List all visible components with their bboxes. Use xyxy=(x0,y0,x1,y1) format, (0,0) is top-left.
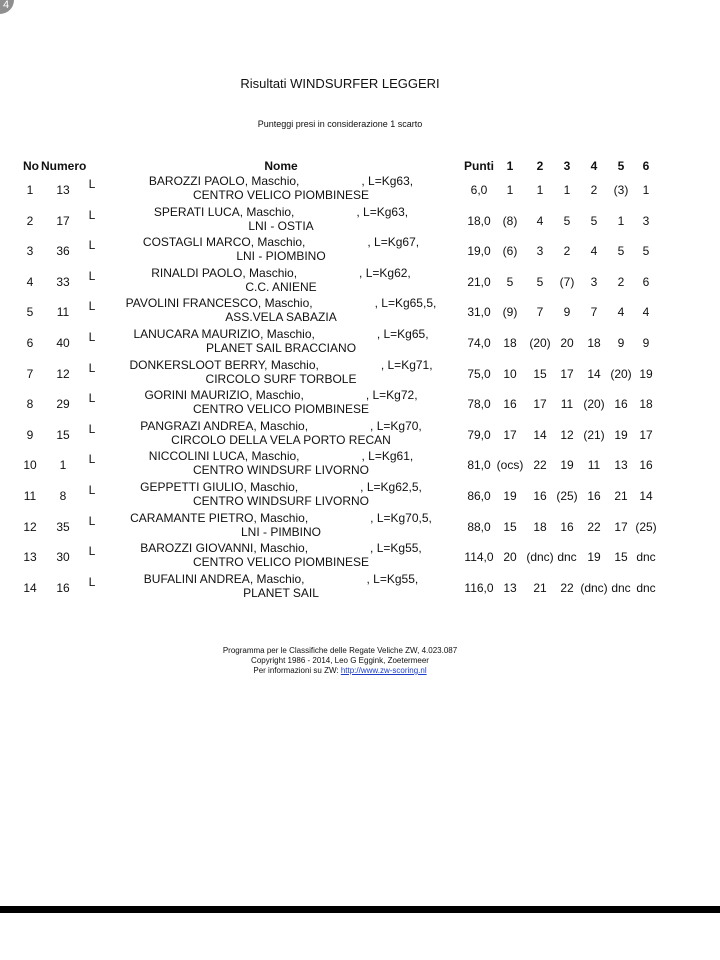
row-race-1-score: 17 xyxy=(503,427,517,442)
row-competitor-weight: , L=Kg65, xyxy=(376,327,429,341)
row-category: L xyxy=(88,330,96,344)
row-race-3-score: 16 xyxy=(560,519,574,534)
row-points: 31,0 xyxy=(467,305,491,320)
row-points: 81,0 xyxy=(467,458,491,473)
row-race-5-score: 4 xyxy=(617,305,625,320)
row-competitor-weight: , L=Kg61, xyxy=(361,449,414,464)
row-race-2-score: (dnc) xyxy=(526,550,554,565)
row-competitor xyxy=(140,419,422,433)
row-race-3-score: 17 xyxy=(560,366,574,381)
row-competitor-name: BAROZZI GIOVANNI, Maschio, xyxy=(140,541,309,556)
table-row xyxy=(0,388,720,421)
row-race-1-score: (8) xyxy=(502,213,518,228)
row-race-3-score: 9 xyxy=(563,305,571,320)
row-club: CIRCOLO DELLA VELA PORTO RECAN xyxy=(171,432,391,447)
row-race-1-score: (ocs) xyxy=(496,458,524,473)
table-row xyxy=(0,296,720,329)
row-race-4-score: 22 xyxy=(587,519,601,534)
row-race-2-score: 4 xyxy=(536,213,544,228)
row-position: 8 xyxy=(26,397,34,412)
row-race-3-score: (7) xyxy=(559,274,575,289)
row-race-6-score: 3 xyxy=(642,213,650,228)
row-race-5-score: 2 xyxy=(617,274,625,289)
row-competitor-weight: , L=Kg70,5, xyxy=(370,510,432,525)
row-race-2-score: (20) xyxy=(529,336,551,350)
row-points: 86,0 xyxy=(467,489,491,503)
corner-badge xyxy=(0,0,14,14)
row-points: 74,0 xyxy=(467,336,491,350)
row-position: 7 xyxy=(26,366,34,381)
col-header-race-1: 1 xyxy=(506,159,514,173)
row-competitor xyxy=(143,235,419,249)
row-points: 88,0 xyxy=(467,519,491,534)
row-category: L xyxy=(88,238,96,253)
row-race-3-score: 12 xyxy=(560,427,574,442)
table-row xyxy=(0,204,720,238)
row-competitor-weight: , L=Kg65,5, xyxy=(374,296,437,311)
col-header-no: No xyxy=(23,159,39,173)
row-competitor-weight: , L=Kg70, xyxy=(370,418,422,433)
row-race-2-score: 21 xyxy=(533,580,547,595)
row-race-4-score: (dnc) xyxy=(580,580,608,595)
row-sail-number: 17 xyxy=(56,213,70,228)
row-race-5-score: 19 xyxy=(614,427,628,442)
row-sail-number: 40 xyxy=(56,336,70,350)
row-race-6-score: 6 xyxy=(642,274,650,289)
row-club: PLANET SAIL BRACCIANO xyxy=(205,341,357,355)
row-race-1-score: 20 xyxy=(503,550,517,565)
row-sail-number: 33 xyxy=(56,274,70,289)
row-competitor-name: NICCOLINI LUCA, Maschio, xyxy=(148,449,300,464)
row-points: 78,0 xyxy=(467,397,491,412)
row-competitor-name: DONKERSLOOT BERRY, Maschio, xyxy=(129,357,319,372)
row-category: L xyxy=(88,177,96,191)
table-row xyxy=(0,571,720,605)
row-competitor-weight: , L=Kg62,5, xyxy=(360,480,422,494)
row-position: 1 xyxy=(26,183,34,197)
row-club: LNI - OSTIA xyxy=(248,218,314,233)
row-points: 116,0 xyxy=(464,580,494,595)
row-race-2-score: 14 xyxy=(533,427,547,442)
footer-line-2: Copyright 1986 - 2014, Leo G Eggink, Zoetermeer xyxy=(251,656,429,665)
row-race-6-score: dnc xyxy=(636,550,656,565)
row-points: 6,0 xyxy=(470,183,488,197)
zw-scoring-link[interactable]: http://www.zw-scoring.nl xyxy=(340,666,427,675)
row-race-5-score: 1 xyxy=(617,213,625,228)
row-race-6-score: 14 xyxy=(639,489,653,503)
table-row xyxy=(0,174,720,207)
row-competitor xyxy=(133,327,428,341)
row-race-1-score: 5 xyxy=(506,274,514,289)
row-club: CENTRO VELICO PIOMBINESE xyxy=(192,188,370,202)
row-sail-number: 13 xyxy=(56,183,70,197)
row-race-2-score: 17 xyxy=(533,397,547,412)
row-race-1-score: (9) xyxy=(502,305,518,320)
row-race-6-score: (25) xyxy=(635,519,657,534)
row-position: 14 xyxy=(23,580,37,595)
row-race-2-score: 18 xyxy=(533,519,547,534)
row-competitor-name: PAVOLINI FRANCESCO, Maschio, xyxy=(125,296,313,311)
row-sail-number: 36 xyxy=(56,244,70,259)
row-competitor-name: CARAMANTE PIETRO, Maschio, xyxy=(130,510,309,525)
footer-line-1: Programma per le Classifiche delle Regate Veliche ZW, 4.023.087 xyxy=(222,646,458,655)
row-race-3-score: 19 xyxy=(560,458,574,473)
row-race-1-score: (6) xyxy=(502,244,518,259)
row-race-4-score: 19 xyxy=(587,550,601,565)
row-race-5-score: dnc xyxy=(611,580,631,595)
row-race-6-score: 4 xyxy=(642,305,650,320)
row-club: LNI - PIOMBINO xyxy=(236,249,326,264)
row-race-4-score: 4 xyxy=(590,244,598,259)
row-race-6-score: 19 xyxy=(639,366,653,381)
row-race-1-score: 1 xyxy=(506,183,514,197)
row-race-4-score: 14 xyxy=(587,366,601,381)
row-race-2-score: 5 xyxy=(536,274,544,289)
row-club: C.C. ANIENE xyxy=(245,279,317,294)
table-row xyxy=(0,265,720,299)
row-points: 21,0 xyxy=(467,274,491,289)
row-category: L xyxy=(88,268,96,283)
table-row xyxy=(0,418,720,452)
row-competitor xyxy=(129,358,432,372)
row-race-6-score: dnc xyxy=(636,580,656,595)
row-points: 79,0 xyxy=(467,427,491,442)
row-competitor xyxy=(144,572,418,586)
row-race-1-score: 18 xyxy=(503,336,517,350)
row-race-4-score: (21) xyxy=(583,427,605,442)
row-category: L xyxy=(88,207,96,222)
row-race-5-score: 17 xyxy=(614,519,628,534)
row-category: L xyxy=(88,452,96,467)
col-header-nome: Nome xyxy=(264,159,298,173)
col-header-punti: Punti xyxy=(464,159,494,173)
row-competitor-weight: , L=Kg55, xyxy=(366,571,419,586)
row-position: 5 xyxy=(26,305,34,320)
page-title: Risultati WINDSURFER LEGGERI xyxy=(240,76,440,91)
row-competitor-name: LANUCARA MAURIZIO, Maschio, xyxy=(133,327,315,341)
row-race-5-score: 13 xyxy=(614,458,628,473)
row-race-5-score: (20) xyxy=(610,366,632,381)
row-race-2-score: 16 xyxy=(533,489,547,503)
row-category: L xyxy=(88,360,96,375)
row-sail-number: 16 xyxy=(56,580,70,595)
row-race-3-score: 1 xyxy=(563,183,571,197)
row-competitor-weight: , L=Kg62, xyxy=(359,265,411,280)
footer-line-3 xyxy=(0,666,680,676)
row-race-3-score: 22 xyxy=(560,580,574,595)
table-row xyxy=(0,357,720,391)
row-club: CENTRO VELICO PIOMBINESE xyxy=(192,555,370,570)
row-sail-number: 29 xyxy=(56,397,70,412)
row-points: 19,0 xyxy=(467,244,491,259)
col-header-race-5: 5 xyxy=(617,159,625,173)
row-race-6-score: 17 xyxy=(639,427,653,442)
row-competitor xyxy=(149,449,413,463)
row-race-2-score: 7 xyxy=(536,305,544,320)
footer-line-3-prefix: Per informazioni su ZW: xyxy=(253,666,341,675)
row-race-4-score: 18 xyxy=(587,336,601,350)
row-sail-number: 11 xyxy=(56,305,70,320)
row-race-3-score: 5 xyxy=(563,213,571,228)
row-competitor-weight: , L=Kg63, xyxy=(361,174,414,188)
bottom-bar xyxy=(0,906,720,913)
footer xyxy=(0,646,680,676)
row-club: CIRCOLO SURF TORBOLE xyxy=(205,371,357,386)
row-race-3-score: 20 xyxy=(560,336,574,350)
col-header-race-3: 3 xyxy=(563,159,571,173)
row-club: ASS.VELA SABAZIA xyxy=(225,310,337,325)
row-competitor-weight: , L=Kg67, xyxy=(367,235,420,250)
table-row xyxy=(0,541,720,574)
row-sail-number: 15 xyxy=(56,427,70,442)
row-competitor-weight: , L=Kg55, xyxy=(370,541,422,556)
row-race-2-score: 22 xyxy=(533,458,547,473)
table-row xyxy=(0,510,720,544)
row-competitor xyxy=(126,296,437,310)
row-race-5-score: 16 xyxy=(614,397,628,412)
row-race-4-score: 7 xyxy=(590,305,598,320)
page-subtitle: Punteggi presi in considerazione 1 scarto xyxy=(257,119,423,129)
row-position: 6 xyxy=(26,336,34,350)
row-competitor xyxy=(140,541,422,555)
table-row xyxy=(0,449,720,482)
row-race-3-score: 2 xyxy=(563,244,571,259)
row-race-4-score: 5 xyxy=(590,213,598,228)
row-race-6-score: 18 xyxy=(639,397,653,412)
row-race-4-score: 16 xyxy=(587,489,601,503)
table-row xyxy=(0,327,720,360)
row-position: 10 xyxy=(23,458,37,473)
row-points: 18,0 xyxy=(467,213,491,228)
table-row xyxy=(0,480,720,513)
row-competitor-name: SPERATI LUCA, Maschio, xyxy=(153,204,295,219)
row-race-3-score: (25) xyxy=(556,489,578,503)
row-category: L xyxy=(88,391,96,406)
col-header-race-4: 4 xyxy=(590,159,598,173)
row-race-4-score: (20) xyxy=(583,397,605,412)
row-race-1-score: 16 xyxy=(503,397,517,412)
col-header-numero: Numero xyxy=(41,159,87,173)
row-competitor xyxy=(151,266,411,280)
row-category: L xyxy=(88,483,96,497)
row-race-4-score: 11 xyxy=(587,458,601,473)
row-position: 3 xyxy=(26,244,34,259)
row-category: L xyxy=(88,574,96,589)
row-sail-number: 12 xyxy=(56,366,70,381)
row-sail-number: 8 xyxy=(59,489,67,503)
row-position: 12 xyxy=(23,519,37,534)
row-race-2-score: 15 xyxy=(533,366,547,381)
row-race-4-score: 2 xyxy=(590,183,598,197)
row-race-1-score: 13 xyxy=(503,580,517,595)
row-race-3-score: dnc xyxy=(557,550,577,565)
row-position: 13 xyxy=(23,550,37,565)
row-points: 114,0 xyxy=(464,550,494,565)
row-race-1-score: 10 xyxy=(503,366,517,381)
row-points: 75,0 xyxy=(467,366,491,381)
row-club: PLANET SAIL xyxy=(243,585,319,600)
row-race-4-score: 3 xyxy=(590,274,598,289)
row-category: L xyxy=(88,299,96,314)
row-race-6-score: 9 xyxy=(642,336,650,350)
row-position: 4 xyxy=(26,274,34,289)
row-competitor-name: RINALDI PAOLO, Maschio, xyxy=(151,265,298,280)
row-competitor-weight: , L=Kg63, xyxy=(356,204,409,219)
row-race-5-score: 9 xyxy=(617,336,625,350)
row-sail-number: 30 xyxy=(56,550,70,565)
table-row xyxy=(0,235,720,268)
col-header-race-6: 6 xyxy=(642,159,650,173)
row-race-2-score: 1 xyxy=(536,183,544,197)
row-sail-number: 1 xyxy=(59,458,67,473)
row-race-3-score: 11 xyxy=(560,397,574,412)
row-competitor xyxy=(140,480,422,494)
row-race-1-score: 15 xyxy=(503,519,517,534)
row-competitor-name: BAROZZI PAOLO, Maschio, xyxy=(148,174,300,188)
row-competitor xyxy=(144,388,417,402)
row-race-6-score: 16 xyxy=(639,458,653,473)
row-competitor-name: BUFALINI ANDREA, Maschio, xyxy=(143,571,305,586)
row-race-5-score: 21 xyxy=(614,489,628,503)
row-position: 11 xyxy=(23,489,37,503)
row-competitor-name: GORINI MAURIZIO, Maschio, xyxy=(144,388,304,403)
row-competitor-weight: , L=Kg72, xyxy=(365,388,418,403)
row-club: CENTRO VELICO PIOMBINESE xyxy=(192,402,370,417)
row-race-1-score: 19 xyxy=(503,489,517,503)
row-competitor-name: PANGRAZI ANDREA, Maschio, xyxy=(140,418,309,433)
row-category: L xyxy=(88,513,96,528)
row-competitor xyxy=(130,511,432,525)
row-position: 9 xyxy=(26,427,34,442)
row-race-6-score: 1 xyxy=(642,183,650,197)
row-club: CENTRO WINDSURF LIVORNO xyxy=(192,463,370,478)
row-competitor-name: GEPPETTI GIULIO, Maschio, xyxy=(140,480,299,494)
row-club: CENTRO WINDSURF LIVORNO xyxy=(192,494,370,508)
row-race-2-score: 3 xyxy=(536,244,544,259)
row-competitor xyxy=(154,205,408,219)
row-club: LNI - PIMBINO xyxy=(240,524,322,539)
row-position: 2 xyxy=(26,213,34,228)
row-race-6-score: 5 xyxy=(642,244,650,259)
row-sail-number: 35 xyxy=(56,519,70,534)
col-header-race-2: 2 xyxy=(536,159,544,173)
row-competitor-weight: , L=Kg71, xyxy=(380,357,433,372)
row-race-5-score: (3) xyxy=(613,183,629,197)
corner-badge-icon: 4 xyxy=(3,0,10,11)
row-race-5-score: 15 xyxy=(614,550,628,565)
row-competitor xyxy=(149,174,413,188)
row-category: L xyxy=(88,544,96,559)
row-competitor-name: COSTAGLI MARCO, Maschio, xyxy=(142,235,306,250)
row-race-5-score: 5 xyxy=(617,244,625,259)
row-category: L xyxy=(88,421,96,436)
